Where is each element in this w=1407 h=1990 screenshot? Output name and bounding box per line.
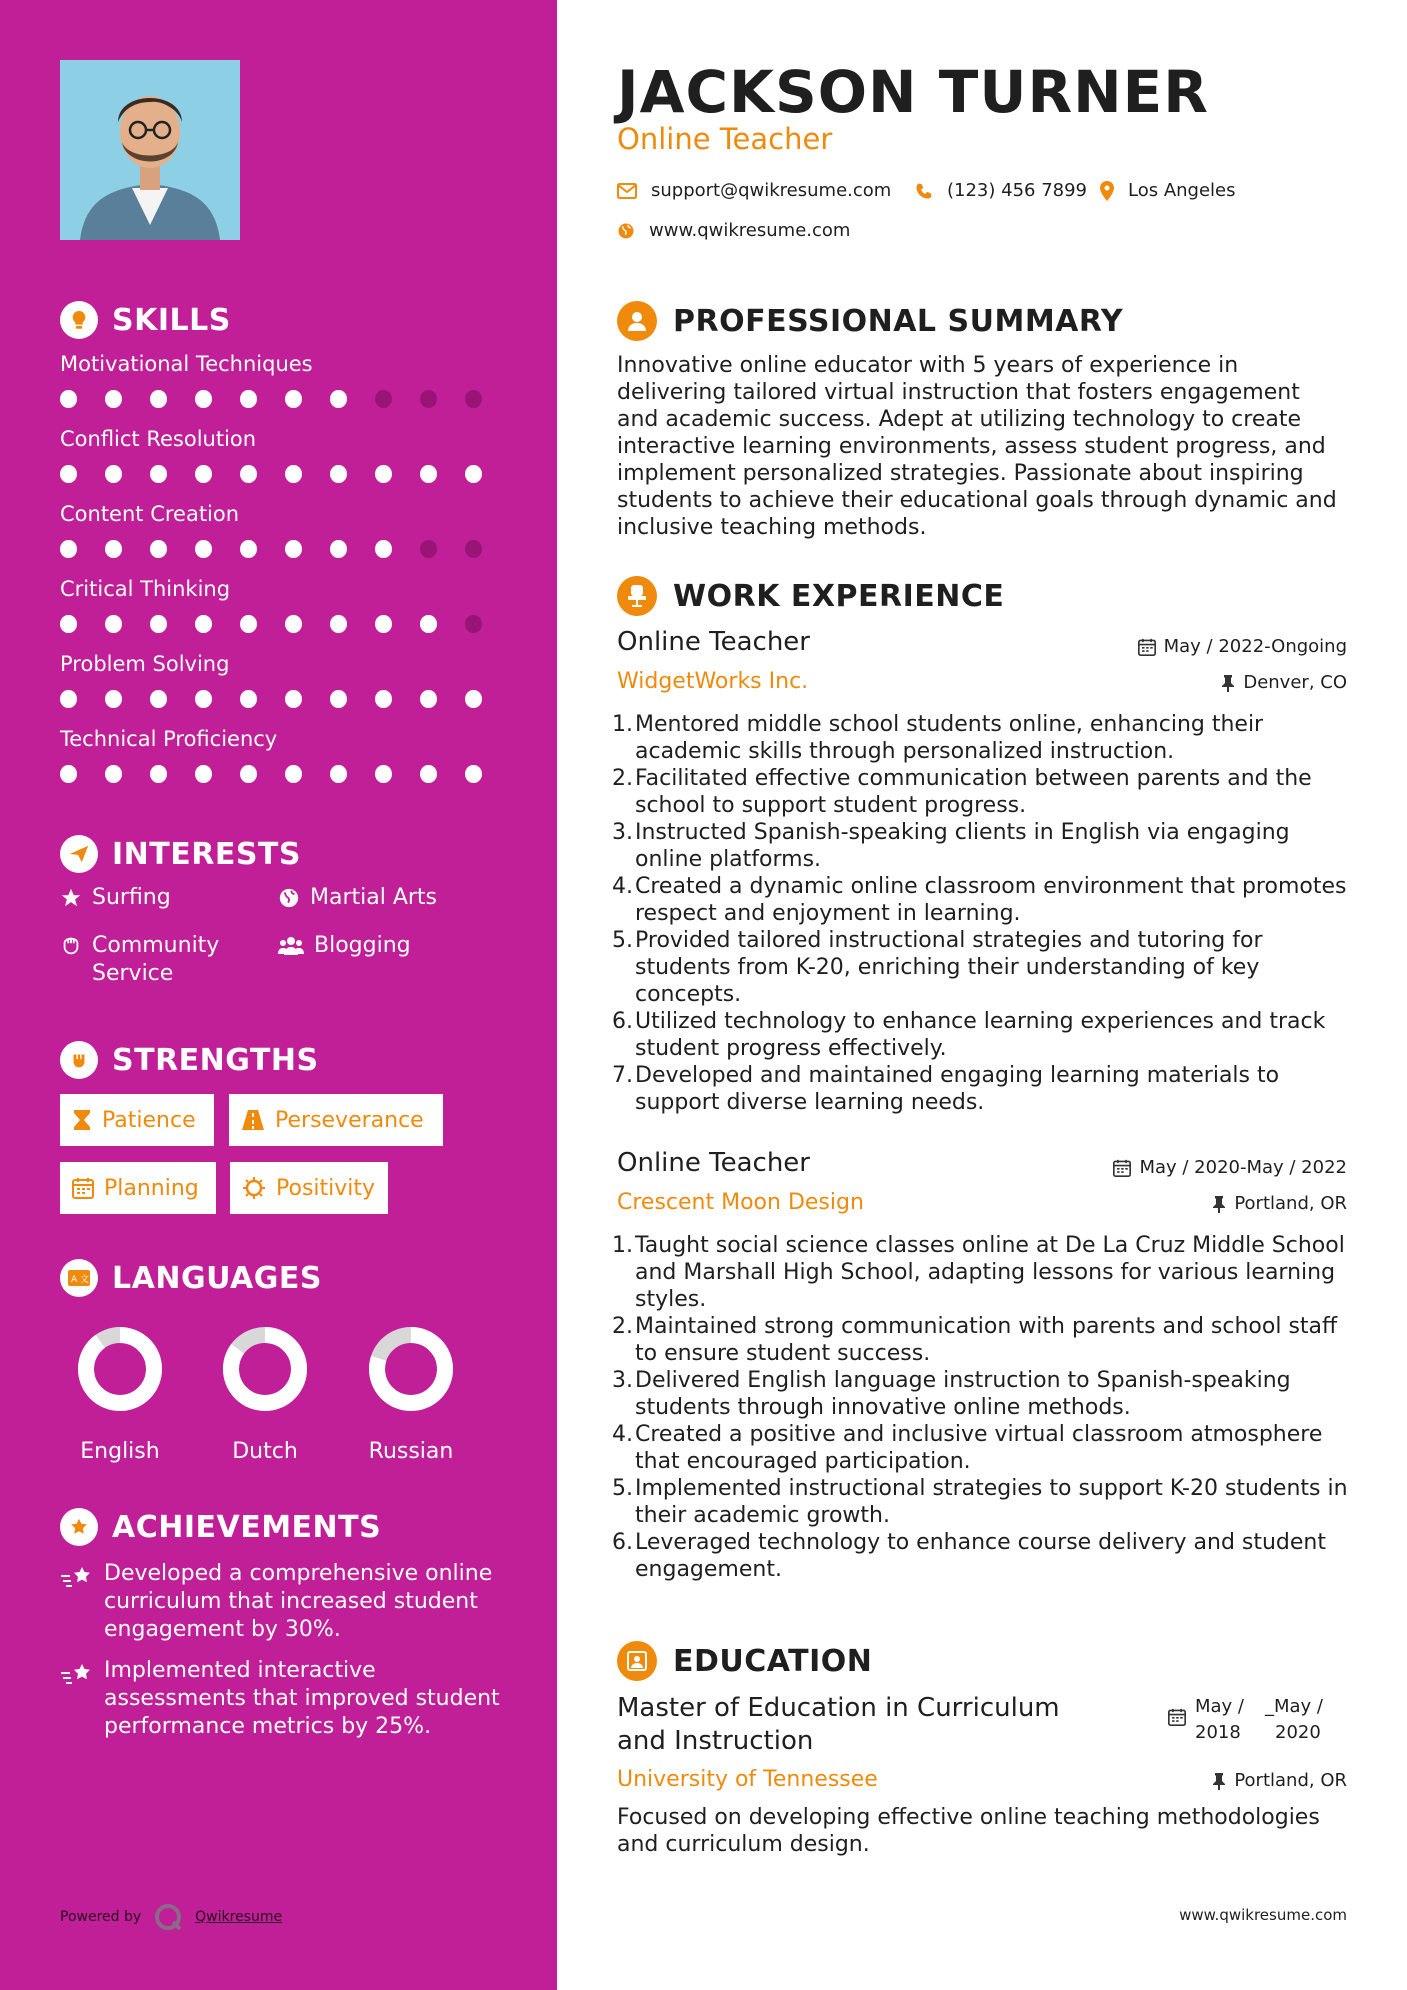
skill-rating <box>60 390 510 408</box>
bullet-item <box>612 819 1352 873</box>
achievements-heading <box>60 1508 381 1546</box>
pin-icon <box>1221 674 1235 692</box>
achievements-title: ACHIEVEMENTS <box>112 1509 382 1545</box>
strength-positivity <box>230 1162 388 1214</box>
bullet-item <box>612 765 1352 819</box>
rating-dot-filled <box>285 690 302 708</box>
rating-dot-filled <box>465 690 482 708</box>
language-label: English <box>80 1439 160 1464</box>
achievement-text: Developed a comprehensive online curriculum that increased student engagement by 30%. <box>104 1561 493 1642</box>
bullet-text: Instructed Spanish-speaking clients in English via engaging online platforms. <box>635 820 1290 872</box>
skill-item <box>60 502 510 558</box>
start-line: May / <box>1195 1696 1244 1717</box>
interest-item <box>278 884 437 912</box>
rating-dot-filled <box>330 540 347 558</box>
rating-dot-filled <box>330 390 347 408</box>
rating-dot-filled <box>420 765 437 783</box>
job-location-text: Denver, CO <box>1243 672 1347 693</box>
rating-dot-filled <box>195 540 212 558</box>
rating-dot-filled <box>465 765 482 783</box>
contact-website[interactable] <box>617 220 850 241</box>
skill-name: Conflict Resolution <box>60 427 257 451</box>
rating-dot-filled <box>420 615 437 633</box>
skill-item <box>60 727 510 783</box>
bullet-item <box>612 1475 1352 1529</box>
lightbulb-icon <box>60 301 98 339</box>
bullet-text: Mentored middle school students online, enhancing their academic skills through personalized instruction. <box>635 712 1264 764</box>
rating-dot-filled <box>150 690 167 708</box>
rating-dot-filled <box>150 465 167 483</box>
rating-dot-filled <box>150 615 167 633</box>
shooting-star-icon <box>60 1661 94 1687</box>
rating-dot-filled <box>150 390 167 408</box>
bullet-number: 4. <box>612 1422 633 1447</box>
candidate-name: JACKSON TURNER <box>617 58 1209 126</box>
rating-dot-filled <box>330 615 347 633</box>
medal-icon <box>60 1508 98 1546</box>
experience-heading <box>617 576 1004 616</box>
envelope-icon <box>617 183 637 199</box>
profile-photo <box>60 60 240 240</box>
job-location <box>1212 1193 1347 1214</box>
rating-dot-filled <box>240 765 257 783</box>
strength-label: Planning <box>104 1175 199 1201</box>
calendar-icon <box>1138 638 1156 656</box>
strengths-title: STRENGTHS <box>112 1042 319 1078</box>
bullet-number: 2. <box>612 1314 633 1339</box>
rating-dot-filled <box>60 615 77 633</box>
bullet-text: Facilitated effective communication between parents and the school to support student progress. <box>635 766 1312 818</box>
road-icon <box>241 1109 265 1131</box>
powered-by-label: Powered by <box>60 1909 142 1925</box>
bullet-item <box>612 1367 1352 1421</box>
rating-dot-filled <box>60 465 77 483</box>
rating-dot-filled <box>375 765 392 783</box>
bullet-text: Developed and maintained engaging learning materials to support diverse learning needs. <box>635 1063 1280 1115</box>
rating-dot-filled <box>285 540 302 558</box>
interest-label: Surfing <box>92 885 171 910</box>
bullet-text: Implemented instructional strategies to support K-20 students in their academic growth. <box>635 1476 1348 1528</box>
map-pin-icon <box>1100 181 1114 201</box>
users-icon <box>278 935 304 957</box>
rating-dot-filled <box>60 765 77 783</box>
bullet-item <box>612 1232 1352 1313</box>
skill-name: Technical Proficiency <box>60 727 278 751</box>
job-company: WidgetWorks Inc. <box>617 669 809 694</box>
chair-icon <box>617 576 657 616</box>
hourglass-icon <box>72 1109 92 1131</box>
bullet-text: Created a positive and inclusive virtual classroom atmosphere that encouraged participation. <box>635 1422 1323 1474</box>
qwikresume-link[interactable]: Qwikresume <box>195 1909 283 1925</box>
hand-icon <box>60 935 82 957</box>
bullet-number: 7. <box>612 1063 633 1088</box>
interest-item <box>60 884 171 912</box>
languages-heading <box>60 1259 322 1297</box>
bullet-number: 6. <box>612 1530 633 1555</box>
footer-website[interactable]: www.qwikresume.com <box>1179 1906 1347 1924</box>
skill-rating <box>60 465 510 483</box>
phone-text[interactable]: (123) 456 7899 <box>947 180 1088 201</box>
bullet-number: 6. <box>612 1009 633 1034</box>
website-text[interactable]: www.qwikresume.com <box>649 220 851 241</box>
globe-icon <box>617 222 635 240</box>
rating-dot-empty <box>420 390 437 408</box>
achievement-item <box>60 1560 500 1644</box>
education-text: Focused on developing effective online teaching methodologies and curriculum design. <box>617 1805 1320 1857</box>
interest-item <box>60 932 260 988</box>
rating-dot-filled <box>105 690 122 708</box>
contact-email[interactable] <box>617 180 891 201</box>
start-line: 2018 <box>1195 1722 1241 1743</box>
skill-rating <box>60 765 510 783</box>
rating-dot-filled <box>195 390 212 408</box>
rating-dot-filled <box>375 690 392 708</box>
skill-rating <box>60 540 510 558</box>
rating-dot-filled <box>240 690 257 708</box>
fist-icon <box>60 1041 98 1079</box>
skill-rating <box>60 615 510 633</box>
rating-dot-filled <box>105 390 122 408</box>
degree-title <box>617 1692 1060 1758</box>
rating-dot-filled <box>240 465 257 483</box>
graduate-icon <box>617 1641 657 1681</box>
translate-icon <box>60 1259 98 1297</box>
bullet-text: Created a dynamic online classroom environment that promotes respect and enjoyment in learning. <box>635 874 1347 926</box>
language-donut <box>76 1325 164 1413</box>
bullet-item <box>612 1062 1352 1116</box>
education-heading <box>617 1641 872 1681</box>
rating-dot-filled <box>240 540 257 558</box>
degree-line: and Instruction <box>617 1726 814 1756</box>
bullet-text: Delivered English language instruction to Spanish-speaking students through innovative online methods. <box>635 1368 1291 1420</box>
rating-dot-filled <box>330 765 347 783</box>
rating-dot-filled <box>330 465 347 483</box>
achievement-item <box>60 1657 500 1741</box>
bullet-number: 5. <box>612 928 633 953</box>
rating-dot-filled <box>240 615 257 633</box>
job-dates-text: May / 2022-Ongoing <box>1163 636 1347 657</box>
experience-title: WORK EXPERIENCE <box>673 578 1005 614</box>
skills-heading <box>60 301 231 339</box>
bullet-number: 4. <box>612 874 633 899</box>
interest-label: Martial Arts <box>310 885 438 910</box>
bullet-number: 1. <box>612 1233 633 1258</box>
rating-dot-filled <box>150 540 167 558</box>
bullet-item <box>612 927 1352 1008</box>
skill-item <box>60 652 510 708</box>
strength-label: Perseverance <box>275 1107 424 1133</box>
bullet-number: 2. <box>612 766 633 791</box>
job-bullets <box>612 1232 1352 1583</box>
job-bullets <box>612 711 1352 1116</box>
bullet-item <box>612 1529 1352 1583</box>
skill-item <box>60 427 510 483</box>
rating-dot-filled <box>375 615 392 633</box>
job-dates-text: May / 2020-May / 2022 <box>1139 1157 1347 1178</box>
rating-dot-filled <box>195 690 212 708</box>
summary-text: Innovative online educator with 5 years of experience in delivering tailored virtual instruction that fosters engagement and academic success. Adept at utilizing technology to create interactive learning environments, assess student progress, and implement personalized strategies. Passionate about inspiring students to achieve their educational goals through dynamic and inclusive teaching methods. <box>617 353 1337 540</box>
bullet-item <box>612 1421 1352 1475</box>
rating-dot-filled <box>375 540 392 558</box>
bullet-item <box>612 1008 1352 1062</box>
job-company: Crescent Moon Design <box>617 1190 864 1215</box>
bullet-number: 1. <box>612 712 633 737</box>
education-start-date <box>1195 1694 1244 1746</box>
rating-dot-filled <box>60 690 77 708</box>
strength-patience <box>60 1094 214 1146</box>
strength-label: Positivity <box>276 1175 376 1201</box>
job-dates <box>1138 636 1347 657</box>
pin-icon <box>1212 1195 1226 1213</box>
skill-item <box>60 352 510 408</box>
powered-by <box>60 1902 282 1932</box>
rating-dot-filled <box>285 615 302 633</box>
strengths-heading <box>60 1041 319 1079</box>
rating-dot-filled <box>195 465 212 483</box>
paper-plane-icon <box>60 835 98 873</box>
education-school: University of Tennessee <box>617 1767 878 1792</box>
rating-dot-filled <box>105 615 122 633</box>
bullet-item <box>612 1313 1352 1367</box>
rating-dot-filled <box>420 690 437 708</box>
sun-icon <box>242 1176 266 1200</box>
language-item <box>200 1325 330 1464</box>
bullet-text: Provided tailored instructional strategies and tutoring for students from K-20, enriching their understanding of key concepts. <box>635 928 1263 1007</box>
bullet-text: Taught social science classes online at De La Cruz Middle School and Marshall High School, adapting lessons for various learning styles. <box>635 1233 1345 1312</box>
rating-dot-filled <box>195 765 212 783</box>
rating-dot-filled <box>150 765 167 783</box>
rating-dot-filled <box>60 540 77 558</box>
shooting-star-icon <box>60 1564 94 1590</box>
strength-label: Patience <box>102 1107 196 1133</box>
skill-name: Content Creation <box>60 502 240 526</box>
interests-heading <box>60 835 301 873</box>
bullet-item <box>612 711 1352 765</box>
bullet-number: 3. <box>612 820 633 845</box>
qwikresume-logo-icon <box>153 1902 183 1932</box>
rating-dot-filled <box>60 390 77 408</box>
rating-dot-filled <box>330 690 347 708</box>
rating-dot-empty <box>420 540 437 558</box>
contact-phone[interactable] <box>915 180 1087 201</box>
email-text[interactable]: support@qwikresume.com <box>651 180 892 201</box>
star-icon <box>60 887 82 909</box>
education-location-text: Portland, OR <box>1234 1770 1347 1791</box>
donut-fill <box>86 1335 154 1403</box>
calendar-icon <box>72 1177 94 1199</box>
location-text: Los Angeles <box>1128 180 1236 201</box>
job-location-text: Portland, OR <box>1234 1193 1347 1214</box>
rating-dot-filled <box>105 765 122 783</box>
strength-planning <box>60 1162 216 1214</box>
pin-icon <box>1212 1772 1226 1790</box>
summary-heading <box>617 301 1123 341</box>
job-location <box>1221 672 1347 693</box>
end-line: _May / <box>1265 1696 1323 1717</box>
rating-dot-filled <box>195 615 212 633</box>
interest-label: Community Service <box>92 933 220 986</box>
education-calendar-icon <box>1168 1708 1186 1730</box>
language-label: Dutch <box>232 1439 298 1464</box>
rating-dot-filled <box>285 465 302 483</box>
rating-dot-filled <box>375 465 392 483</box>
phone-icon <box>915 182 933 200</box>
bullet-text: Utilized technology to enhance learning experiences and track student progress effectively. <box>635 1009 1326 1061</box>
rating-dot-filled <box>285 390 302 408</box>
interest-label: Blogging <box>314 933 411 958</box>
user-icon <box>617 301 657 341</box>
skill-item <box>60 577 510 633</box>
achievement-text: Implemented interactive assessments that improved student performance metrics by 25%. <box>104 1658 500 1739</box>
interest-item <box>278 932 411 960</box>
skill-name: Problem Solving <box>60 652 230 676</box>
rating-dot-filled <box>420 465 437 483</box>
globe-icon <box>278 887 300 909</box>
bullet-text: Maintained strong communication with parents and school staff to ensure student success. <box>635 1314 1338 1366</box>
language-item <box>346 1325 476 1464</box>
rating-dot-filled <box>465 465 482 483</box>
job-title: Online Teacher <box>617 1148 810 1178</box>
calendar-icon <box>1113 1159 1131 1177</box>
end-line: 2020 <box>1275 1722 1321 1743</box>
strength-perseverance <box>229 1094 443 1146</box>
interests-title: INTERESTS <box>112 836 301 872</box>
bullet-text: Leveraged technology to enhance course delivery and student engagement. <box>635 1530 1327 1582</box>
degree-line: Master of Education in Curriculum <box>617 1693 1060 1723</box>
rating-dot-empty <box>375 390 392 408</box>
contact-location <box>1100 180 1236 201</box>
summary-title: PROFESSIONAL SUMMARY <box>673 303 1124 339</box>
education-end-date <box>1265 1694 1323 1746</box>
job-dates <box>1113 1157 1347 1178</box>
rating-dot-filled <box>105 540 122 558</box>
rating-dot-filled <box>285 765 302 783</box>
language-donut <box>367 1325 455 1413</box>
svg-text:A 文: A 文 <box>71 1275 90 1285</box>
language-label: Russian <box>368 1439 454 1464</box>
language-item <box>55 1325 185 1464</box>
rating-dot-filled <box>105 465 122 483</box>
rating-dot-empty <box>465 390 482 408</box>
skills-title: SKILLS <box>112 302 231 338</box>
bullet-number: 5. <box>612 1476 633 1501</box>
bullet-number: 3. <box>612 1368 633 1393</box>
skill-name: Motivational Techniques <box>60 352 313 376</box>
rating-dot-empty <box>465 540 482 558</box>
languages-title: LANGUAGES <box>112 1260 322 1296</box>
sidebar <box>0 0 557 1990</box>
candidate-role: Online Teacher <box>617 122 833 156</box>
language-donut <box>221 1325 309 1413</box>
education-title: EDUCATION <box>673 1643 873 1679</box>
job-title: Online Teacher <box>617 627 810 657</box>
bullet-item <box>612 873 1352 927</box>
skill-rating <box>60 690 510 708</box>
skill-name: Critical Thinking <box>60 577 231 601</box>
education-location <box>1212 1770 1347 1791</box>
rating-dot-filled <box>240 390 257 408</box>
rating-dot-empty <box>465 615 482 633</box>
